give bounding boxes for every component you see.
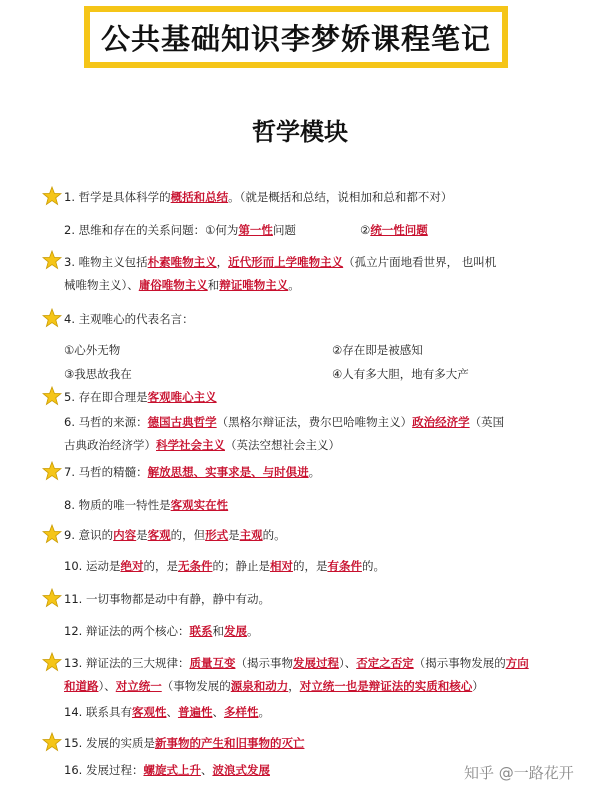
quote-3: ③我思故我在: [64, 367, 132, 381]
note-text: 的。: [262, 528, 286, 542]
key-term: 联系: [189, 624, 213, 638]
note-text: 。: [258, 705, 270, 719]
note-text: 5. 存在即合理是: [64, 390, 148, 404]
note-9: [64, 527, 286, 544]
key-term: 多样性: [223, 705, 259, 719]
note-text: 和: [212, 624, 224, 638]
key-term: 对立统一也是辩证法的实质和核心: [299, 679, 473, 693]
note-text: 和: [207, 278, 220, 292]
note-text: 械唯物主义）、: [64, 278, 139, 292]
note-text: 8. 物质的唯一特性是: [64, 498, 171, 512]
key-term: 庸俗唯物主义: [138, 278, 208, 292]
quote-4: ④人有多大胆，地有多大产: [332, 367, 469, 381]
note-text: 12. 辩证法的两个核心：: [64, 624, 190, 638]
note-text: 的；静止是: [212, 559, 270, 573]
note-text: 。: [308, 465, 321, 479]
note-text: 3. 唯物主义包括: [64, 255, 148, 269]
key-term: 形式: [205, 528, 229, 542]
note-text: 的，是: [292, 559, 328, 573]
note-text: 是: [228, 528, 240, 542]
note-text: 11. 一切事物都是动中有静，静中有动。: [64, 592, 270, 606]
quote-2: ②存在即是被感知: [332, 343, 423, 357]
note-text: 15. 发展的实质是: [64, 736, 155, 750]
key-term: 朴素唯物主义: [147, 255, 217, 269]
key-term: 概括和总结: [170, 190, 229, 204]
note-text: ）、: [338, 656, 357, 670]
note-text: ）: [472, 679, 484, 693]
note-text: 16. 发展过程：: [64, 763, 144, 777]
key-term: 普遍性: [177, 705, 213, 719]
note-text: 、: [212, 705, 224, 719]
key-term: 相对: [269, 559, 293, 573]
key-term: 客观性: [131, 705, 167, 719]
star-icon: [42, 386, 62, 406]
note-text: 9. 意识的: [64, 528, 114, 542]
star-icon: [42, 186, 62, 206]
note-text: 。（就是概括和总结，说相加和总和都不对）: [228, 190, 453, 204]
key-term: 客观: [147, 528, 171, 542]
key-term: 科学社会主义: [156, 438, 225, 452]
key-term: 新事物的产生和旧事物的灭亡: [154, 736, 305, 750]
key-term: 近代形而上学唯物主义: [228, 255, 344, 269]
note-11: [64, 591, 270, 608]
note-text: （孤立片面地看世界， 也叫机: [343, 255, 497, 269]
note-text: 10. 运动是: [64, 559, 121, 573]
note-text: 的。: [361, 559, 385, 573]
note-7: [64, 464, 320, 481]
note-text: 2. 思维和存在的关系问题：①何为: [64, 223, 239, 237]
note-text: 。: [246, 624, 259, 638]
key-term: 否定之否定: [356, 656, 414, 670]
key-term: 波浪式发展: [212, 763, 270, 777]
note-3-continued: [64, 277, 300, 294]
key-term: 内容: [113, 528, 137, 542]
note-text: 1. 哲学是具体科学的: [64, 190, 171, 204]
key-term: 方向: [505, 656, 529, 670]
note-text: 。: [288, 278, 300, 292]
note-text: （事物发展的: [161, 679, 231, 693]
key-term: 解放思想、实事求是、与时俱进: [147, 465, 309, 479]
note-12: [64, 623, 258, 640]
note-text: （英国: [469, 415, 505, 429]
watermark: 知乎 @一路花开: [464, 764, 574, 782]
note-6-continued: [64, 437, 340, 454]
note-text: 7. 马哲的精髓：: [64, 465, 148, 479]
key-term: 螺旋式上升: [143, 763, 201, 777]
note-text: ②: [360, 223, 371, 237]
key-term: 德国古典哲学: [147, 415, 217, 429]
note-text: 、: [166, 705, 178, 719]
key-term: 质量互变: [189, 656, 236, 670]
note-text: ，: [288, 679, 300, 693]
star-icon: [42, 250, 62, 270]
page-title: 公共基础知识李梦娇课程笔记: [84, 6, 508, 68]
quote-1: ①心外无物: [64, 343, 121, 357]
note-13-continued: [64, 678, 484, 695]
note-text: 古典政治经济学）: [64, 438, 156, 452]
note-text: （黑格尔辩证法，费尔巴哈唯物主义）: [216, 415, 413, 429]
note-text: （英法空想社会主义）: [225, 438, 340, 452]
note-8: [64, 497, 228, 514]
note-text: 14. 联系具有: [64, 705, 132, 719]
note-text: 4. 主观唯心的代表名言：: [64, 312, 194, 326]
key-term: 对立统一: [115, 679, 162, 693]
star-icon: [42, 588, 62, 608]
note-text: 的，是: [143, 559, 178, 573]
key-term: 主观: [239, 528, 263, 542]
key-term: 客观实在性: [170, 498, 229, 512]
note-text: （揭示事物: [235, 656, 293, 670]
star-icon: [42, 308, 62, 328]
note-2: [64, 222, 296, 239]
key-term: 无条件: [177, 559, 213, 573]
note-3: [64, 254, 496, 271]
note-text: 的，但: [170, 528, 206, 542]
key-term: 第一性: [238, 223, 273, 237]
key-term: 绝对: [120, 559, 144, 573]
note-14: [64, 704, 270, 721]
note-text: ，: [216, 255, 229, 269]
key-term: 发展过程: [292, 656, 339, 670]
note-5: [64, 389, 217, 406]
module-heading: 哲学模块: [252, 118, 348, 146]
note-1: [64, 189, 452, 206]
note-6: [64, 414, 504, 431]
note-text: 13. 辩证法的三大规律：: [64, 656, 190, 670]
note-text: 6. 马哲的来源：: [64, 415, 148, 429]
note-10: [64, 558, 385, 575]
key-term: 政治经济学: [412, 415, 470, 429]
key-term: 统一性问题: [370, 223, 428, 237]
key-term: 发展: [223, 624, 247, 638]
key-term: 和道路: [64, 679, 99, 693]
note-4: [64, 311, 194, 328]
note-text: 、: [200, 763, 213, 777]
note-16: [64, 762, 270, 779]
key-term: 客观唯心主义: [147, 390, 217, 404]
star-icon: [42, 524, 62, 544]
note-15: [64, 735, 304, 752]
star-icon: [42, 461, 62, 481]
note-13: [64, 655, 529, 672]
note-text: 是: [136, 528, 148, 542]
note-text: ）、: [98, 679, 116, 693]
note-2-part-2: [360, 222, 428, 239]
key-term: 有条件: [327, 559, 362, 573]
key-term: 源泉和动力: [230, 679, 289, 693]
key-term: 辩证唯物主义: [219, 278, 289, 292]
note-text: （揭示事物发展的: [413, 656, 506, 670]
star-icon: [42, 652, 62, 672]
star-icon: [42, 732, 62, 752]
note-text: 问题: [272, 223, 296, 237]
